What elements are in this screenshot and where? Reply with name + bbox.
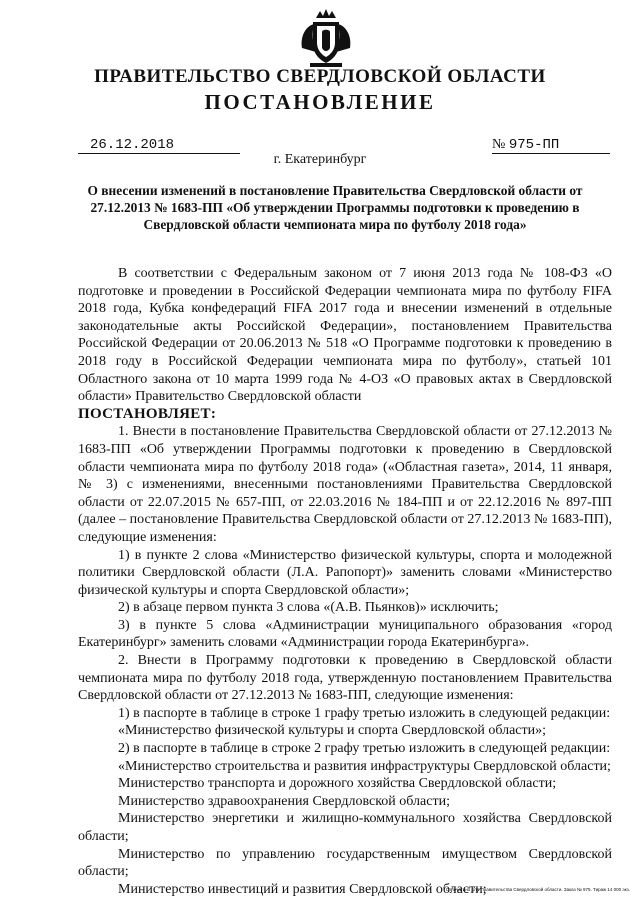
paragraph: 2. Внести в Программу подготовки к проведению в Свердловской области чемпионата мира по футболу 2018 года, утвержденную постановлением Правительства Свердловской области от 27.12.2013 № 1683-ПП, следующие изменения:: [78, 653, 612, 704]
paragraph: Министерство по управлению государственным имуществом Свердловской области;: [78, 846, 612, 880]
city: г. Екатеринбург: [273, 152, 367, 167]
paragraph: 2) в паспорте в таблице в строке 2 графу третью изложить в следующей редакции:: [118, 741, 611, 757]
document-type: ПОСТАНОВЛЕНИЕ: [204, 90, 436, 114]
paragraph: 1) в паспорте в таблице в строке 1 графу третью изложить в следующей редакции:: [118, 705, 611, 721]
document-date: 26.12.2018: [78, 137, 240, 154]
print-footer: Отпечатано для Правительства Свердловской области. Заказ № 975. Тираж 14 000 экз.: [445, 887, 630, 892]
paragraph: Министерство инвестиций и развития Свердловской области;: [118, 881, 487, 897]
document-body: [78, 265, 612, 898]
document-title: О внесении изменений в постановление Правительства Свердловской области от 27.12.2013 № 1683-ПП «Об утверждении Программы подготовки к проведению в Свердловской области чемпионата мира по футболу 2018 года»: [87, 183, 583, 232]
decree-heading: ПОСТАНОВЛЯЕТ:: [78, 405, 217, 422]
paragraph: 3) в пункте 5 слова «Администрации муниципального образования «город Екатеринбург» заменить словами «Администрации города Екатеринбурга».: [78, 617, 612, 651]
number-value: 975-ПП: [508, 137, 560, 153]
paragraph: Министерство здравоохранения Свердловской области;: [118, 793, 450, 809]
preamble: В соответствии с Федеральным законом от 7 июня 2013 года № 108-ФЗ «О подготовке и проведении в Российской Федерации чемпионата мира по футболу FIFA 2018 года, Кубка конфедераций FIFA 2017 года и внесении изменений в отдельные законодательные акты Российской Федерации», постановлением Правительства Российской Федерации от 20.06.2013 № 518 «О Программе подготовки к проведению в 2018 году в Российской Федерации чемпионата мира по футболу», статьей 101 Областного закона от 10 марта 1999 года № 4-ОЗ «О правовых актах в Свердловской области» Правительство Свердловской области: [78, 266, 612, 405]
paragraph: «Министерство строительства и развития инфраструктуры Свердловской области;: [118, 758, 611, 774]
paragraph: Министерство транспорта и дорожного хозяйства Свердловской области;: [118, 776, 557, 792]
organization-title: ПРАВИТЕЛЬСТВО СВЕРДЛОВСКОЙ ОБЛАСТИ: [94, 66, 546, 87]
number-prefix: №: [492, 137, 506, 152]
coat-of-arms-icon: [298, 8, 354, 70]
paragraph: «Министерство физической культуры и спорта Свердловской области»;: [118, 723, 547, 739]
paragraph: 1. Внести в постановление Правительства Свердловской области от 27.12.2013 № 1683-ПП «Об утверждении Программы подготовки к проведению в Свердловской области чемпионата мира по футболу 2018 года» («Областная газета», 2014, 11 января, № 3) с изменениями, внесенными постановлениями Правительства Свердловской области от 22.07.2015 № 657-ПП, от 22.03.2016 № 184-ПП и от 22.12.2016 № 897-ПП (далее – постановление Правительства Свердловской области от 27.12.2013 № 1683-ПП), следующие изменения:: [78, 424, 612, 545]
paragraph: 2) в абзаце первом пункта 3 слова «(А.В. Пьянков)» исключить;: [118, 600, 499, 616]
paragraph: Министерство энергетики и жилищно-коммунального хозяйства Свердловской области;: [78, 811, 612, 844]
paragraph: 1) в пункте 2 слова «Министерство физической культуры, спорта и молодежной политики Свердловской области (Л.А. Рапопорт)» заменить словами «Министерство физической культуры и спорта Свердловской области»;: [78, 547, 612, 598]
